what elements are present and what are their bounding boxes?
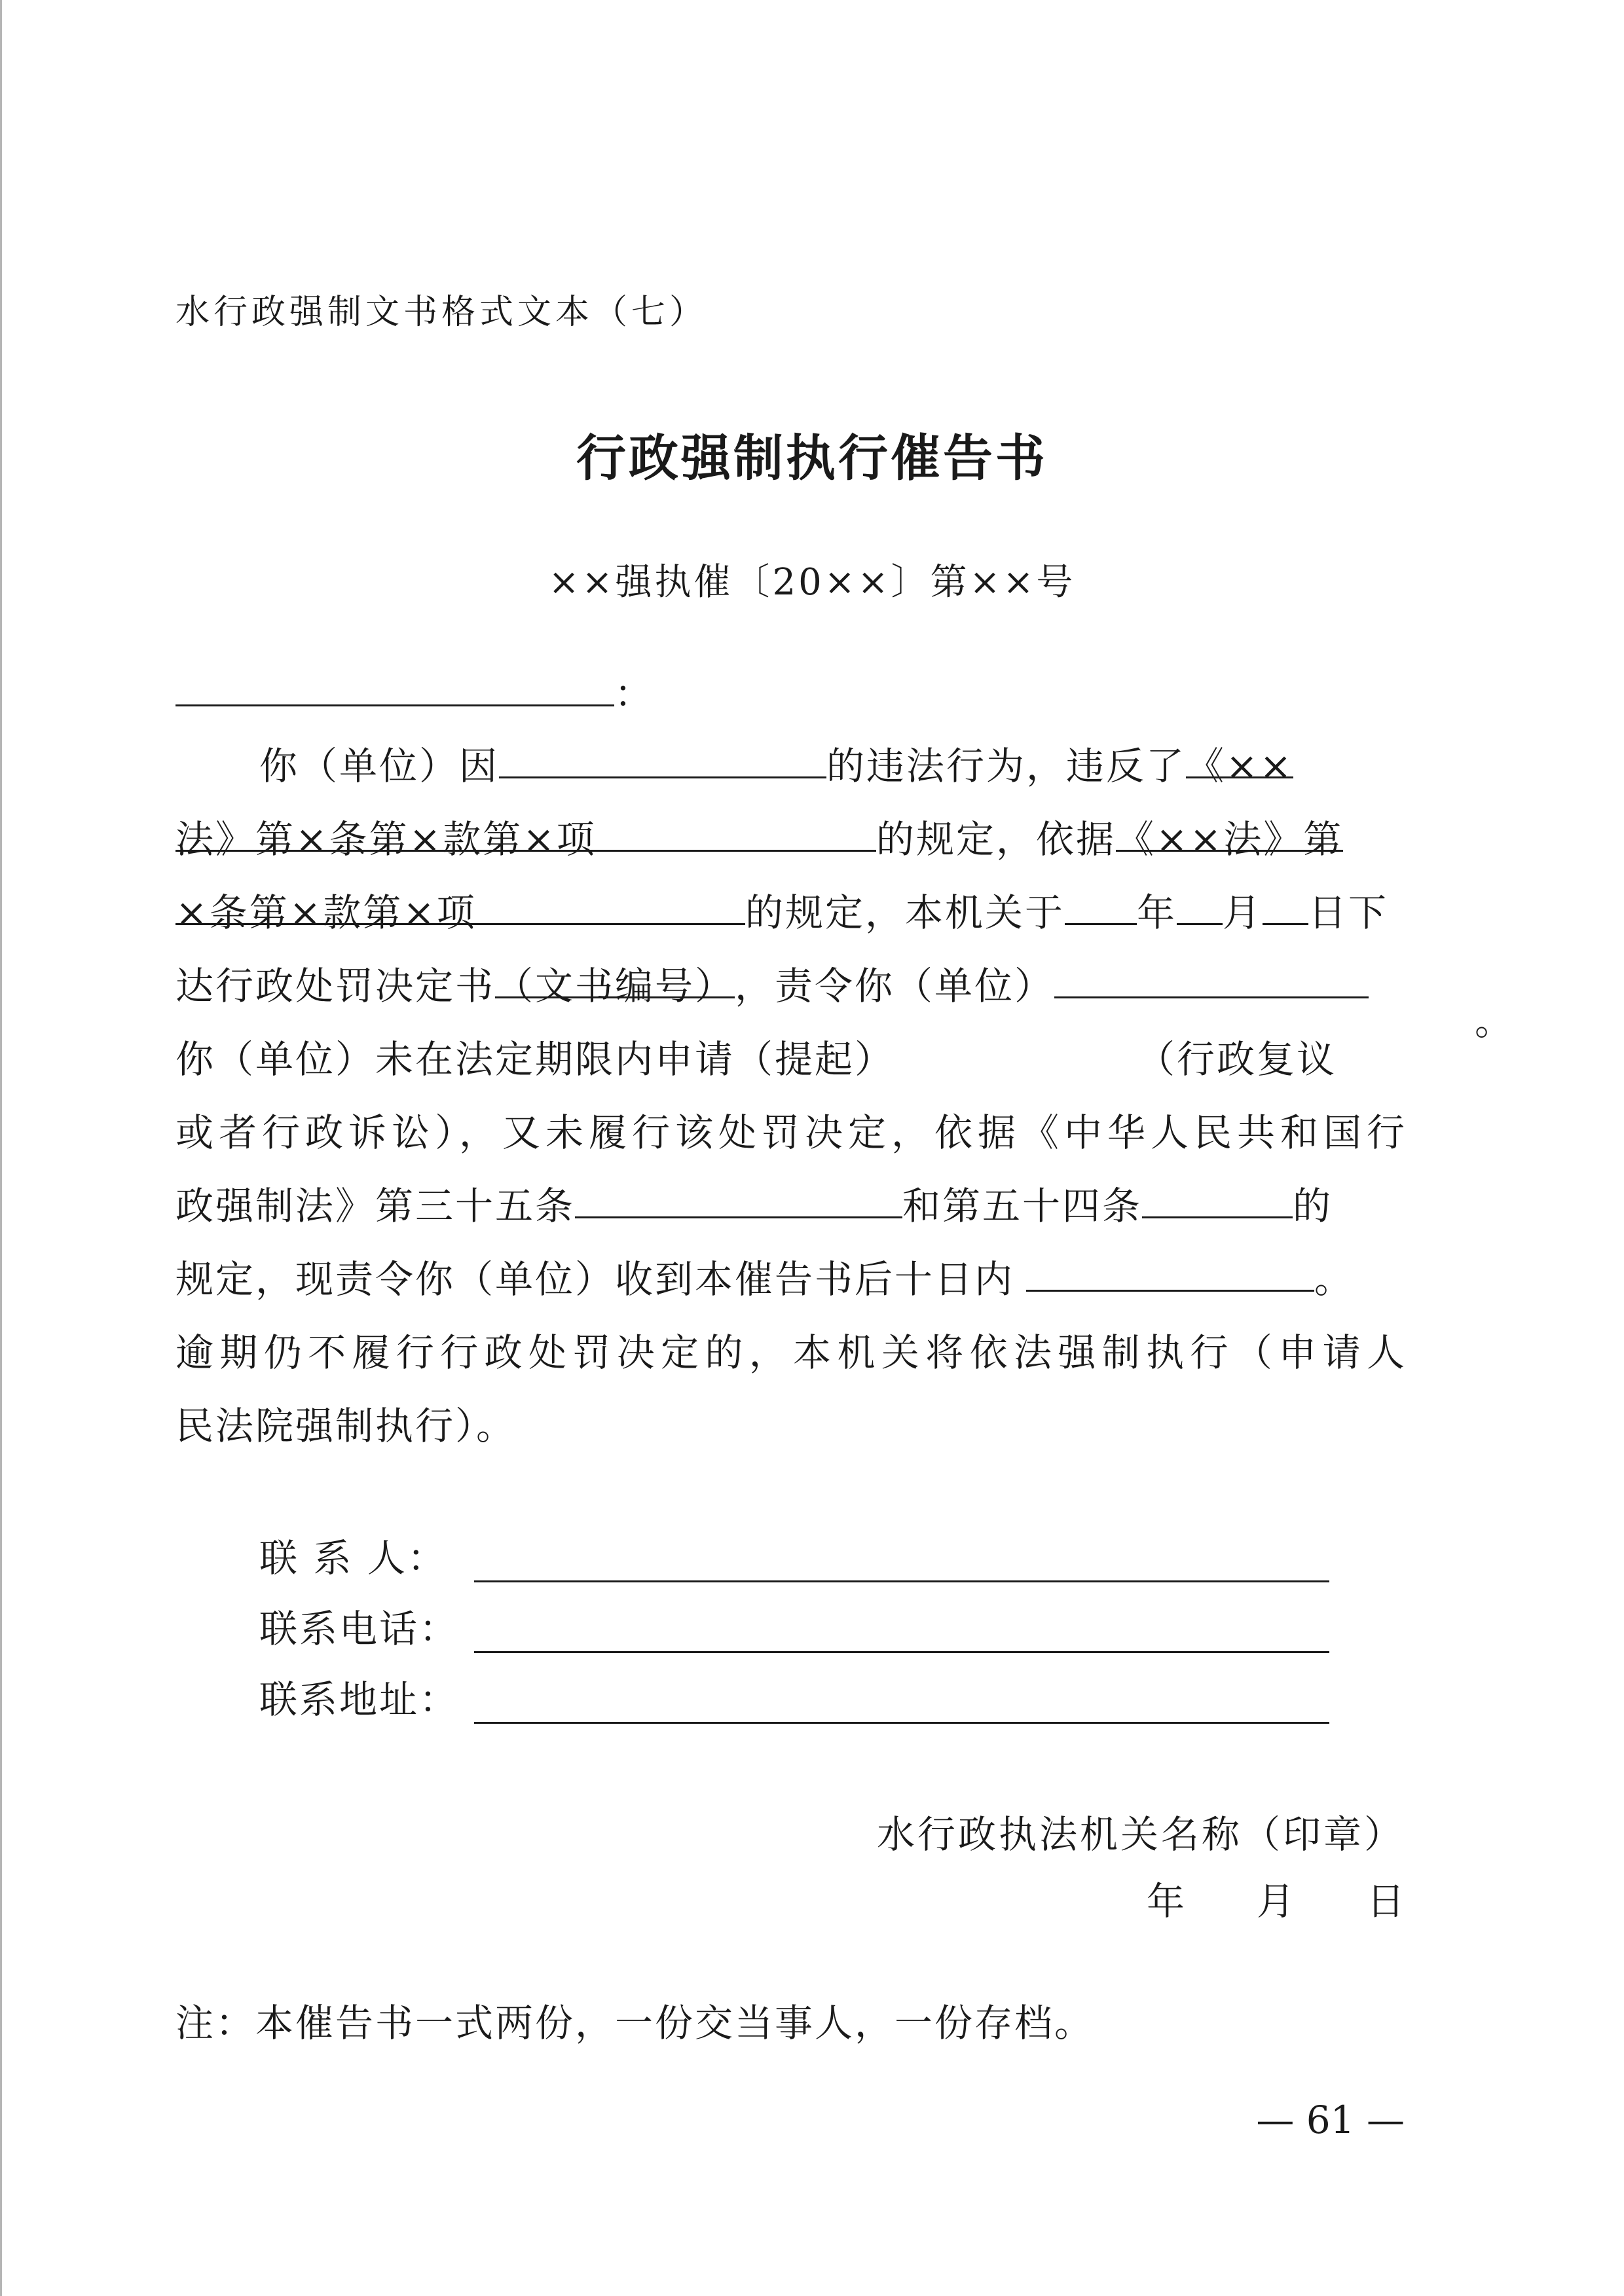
line8-suffix: 。 (1314, 1257, 1355, 1302)
violated-law-end[interactable]: 法》第×条第×款第×项 (175, 807, 876, 852)
footnote: 注：本催告书一式两份，一份交当事人，一份存档。 (175, 2001, 1095, 2045)
body-line-5 (175, 1027, 1407, 1092)
line4-mid: ，责令你（单位） (735, 964, 1055, 1008)
ordered-action-blank[interactable] (1054, 953, 1369, 998)
contact-address-label: 联系地址： (259, 1677, 460, 1722)
line7-suffix: 的 (1293, 1184, 1333, 1228)
decision-year-blank[interactable] (1065, 880, 1137, 925)
body-line-7 (175, 1173, 1407, 1239)
line5-prefix: 你（单位）未在法定期限内申请（提起） (175, 1037, 895, 1082)
decision-day-blank[interactable] (1263, 880, 1308, 925)
contact-address-row (259, 1667, 475, 1732)
body-line-9: 逾期仍不履行行政处罚决定的，本机关将依法强制执行（申请人 (175, 1330, 1407, 1375)
decision-doc-number[interactable]: （文书编号） (495, 953, 735, 998)
line1-mid: 的违法行为，违反了 (826, 744, 1187, 788)
body-line-10: 民法院强制执行）。 (175, 1404, 517, 1448)
line2-mid: 的规定，依据 (876, 817, 1116, 862)
body-line-4 (175, 953, 1407, 1019)
body-line-3 (175, 880, 1407, 945)
line3-mid: 的规定，本机关于 (745, 890, 1065, 935)
year-char: 年 (1137, 890, 1177, 935)
basis-law-start[interactable]: 《××法》第 (1116, 807, 1343, 852)
document-number: ××强执催〔20××〕第××号 (548, 561, 1076, 604)
addressee-line (175, 661, 1407, 727)
contact-phone-field[interactable] (474, 1651, 1329, 1653)
required-action-blank[interactable] (1026, 1247, 1314, 1292)
line4-prefix: 达行政处罚决定书 (175, 964, 496, 1008)
contact-phone-label: 联系电话： (259, 1607, 460, 1651)
body-line-6: 或者行政诉讼），又未履行该处罚决定，依据《中华人民共和国行 (175, 1110, 1407, 1155)
document-title: 行政强制执行催告书 (576, 429, 1048, 487)
scan-edge (0, 0, 2, 2296)
form-template-label: 水行政强制文书格式文本（七） (175, 293, 708, 332)
contact-person-field[interactable] (474, 1580, 1329, 1582)
month-char: 月 (1223, 890, 1263, 935)
signature-date (1147, 1868, 1405, 1934)
signature-day: 日 (1366, 1879, 1405, 1923)
violation-reason-blank[interactable] (499, 733, 826, 778)
addressee-blank[interactable] (175, 661, 614, 706)
article54-blank[interactable] (1142, 1173, 1293, 1218)
page-number: — 61 — (1256, 2098, 1405, 2142)
body-line-2 (175, 807, 1407, 872)
line8-prefix: 规定，现责令你（单位）收到本催告书后十日内 (175, 1257, 1015, 1302)
line4-period: 。 (1475, 999, 1513, 1044)
body-line-1 (259, 733, 1407, 799)
contact-person-row (259, 1525, 475, 1591)
basis-law-end[interactable]: ×条第×款第×项 (175, 880, 745, 925)
day-char: 日下 (1308, 890, 1389, 935)
decision-month-blank[interactable] (1177, 880, 1223, 925)
line1-prefix: 你（单位）因 (259, 744, 500, 788)
contact-phone-row (259, 1596, 475, 1662)
addressee-colon: ： (614, 672, 655, 716)
signature-month: 月 (1256, 1879, 1295, 1923)
article35-blank[interactable] (575, 1173, 902, 1218)
signature-year: 年 (1146, 1879, 1185, 1923)
line7-prefix: 政强制法》第三十五条 (175, 1184, 576, 1228)
contact-person-label: 联 系 人： (259, 1536, 447, 1580)
line7-mid: 和第五十四条 (902, 1184, 1143, 1228)
line5-suffix: （行政复议 (1137, 1037, 1337, 1082)
issuing-authority-seal: 水行政执法机关名称（印章） (876, 1812, 1405, 1857)
contact-address-field[interactable] (474, 1722, 1329, 1724)
body-line-8 (175, 1247, 1407, 1312)
violated-law-start[interactable]: 《×× (1186, 733, 1293, 778)
